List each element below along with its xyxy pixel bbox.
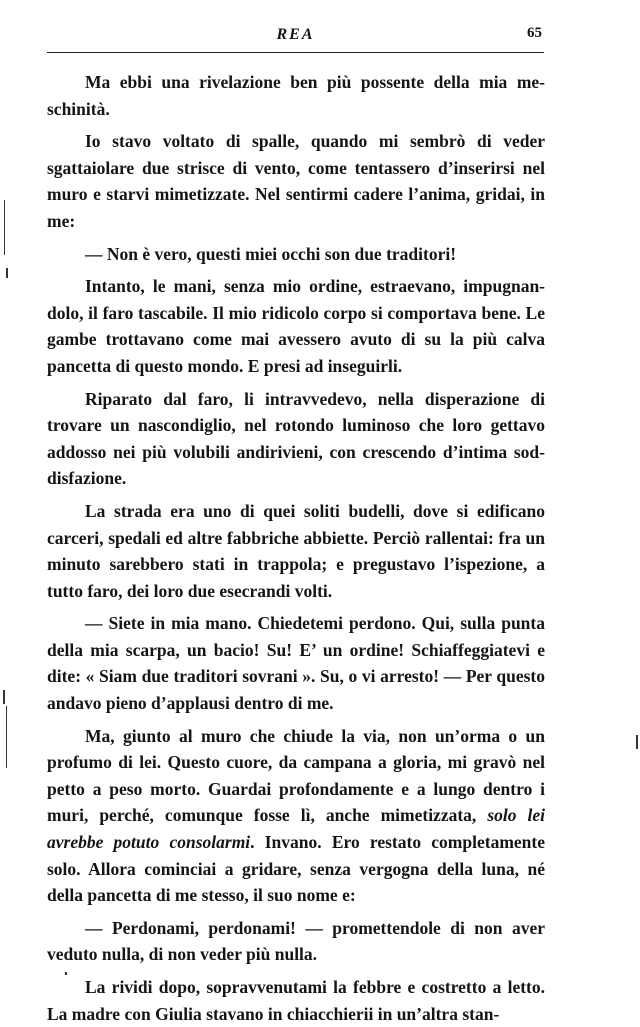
scan-mark — [636, 735, 638, 749]
italic-phrase: solo lei avrebbe potuto consolarmi — [47, 805, 545, 853]
page-number: 65 — [527, 25, 542, 41]
paragraph: — Siete in mia mano. Chiedetemi perdono. Qui, sulla punta della mia scarpa, un bacio! Su! E’ un ordine! Schiaffeggiatevi e dite: « Siam due traditori sovrani ». Su, o vi arresto! — Per questo andavo pieno d’applausi dentro di me. — [47, 613, 545, 714]
paragraph: Io stavo voltato di spalle, quando mi sembrò di veder sgattaiolare due strisce di vento, come tentassero d’inserirsi nel muro e starvi mimetizzate. Nel sentirmi cadere l’anima, gridai, in me: — [47, 131, 545, 231]
paragraph — [47, 723, 545, 909]
scan-mark — [6, 268, 8, 278]
running-title: REA — [276, 26, 315, 43]
body-text — [47, 69, 545, 1027]
paragraph: La rividi dopo, sopravvenutami la febbre e costretto a letto. La madre con Giulia stavano in chiacchierii in un’altra stan- — [47, 977, 545, 1024]
scan-mark — [65, 972, 67, 975]
paragraph-text: . Invano. Ero restato completamente solo. Allora cominciai a gridare, senza vergogna della luna, né della pancetta di me stesso, il suo nome e: — [47, 832, 545, 906]
paragraph: Ma ebbi una rivelazione ben più possente della mia meschinità. — [47, 72, 545, 119]
scan-mark — [6, 706, 7, 768]
paragraph: La strada era uno di quei soliti budelli, dove si edificano carceri, spedali ed altre fabbriche abbiette. Perciò rallentai: fra un minuto sarebbero stati in trappola; e pregustavo l’ispezione, a tutto faro, dei loro due esecrandi volti. — [47, 500, 545, 601]
paragraph: — Non è vero, questi miei occhi son due traditori! — [85, 243, 457, 264]
paragraph-text: Ma, giunto al muro che chiude la via, non un’orma o un profumo di lei. Questo cuore, da campana a gloria, mi gravò nel petto a peso morto. Guardai profondamente e a lungo dentro i muri, perché, comunque fosse lì, anche mimetizzata, — [47, 725, 545, 826]
paragraph: Intanto, le mani, senza mio ordine, estraevano, impugnandolo, il faro tascabile. Il mio ridicolo corpo si comportava bene. Le gambe trottavano come mai avessero avuto di su la più calva pancetta di questo mondo. E presi ad inseguirli. — [47, 276, 545, 376]
paragraph: — Perdonami, perdonami! — promettendole di non aver veduto nulla, di non veder più nulla. — [47, 917, 545, 965]
paragraph: Riparato dal faro, li intravvedevo, nella disperazione di trovare un nascondiglio, nel rotondo luminoso che loro gettavo addosso nei più volubili andirivieni, con crescendo d’intima soddisfazione. — [47, 388, 545, 489]
scan-mark — [3, 690, 5, 704]
page-header — [47, 22, 544, 53]
scan-mark — [4, 200, 5, 255]
